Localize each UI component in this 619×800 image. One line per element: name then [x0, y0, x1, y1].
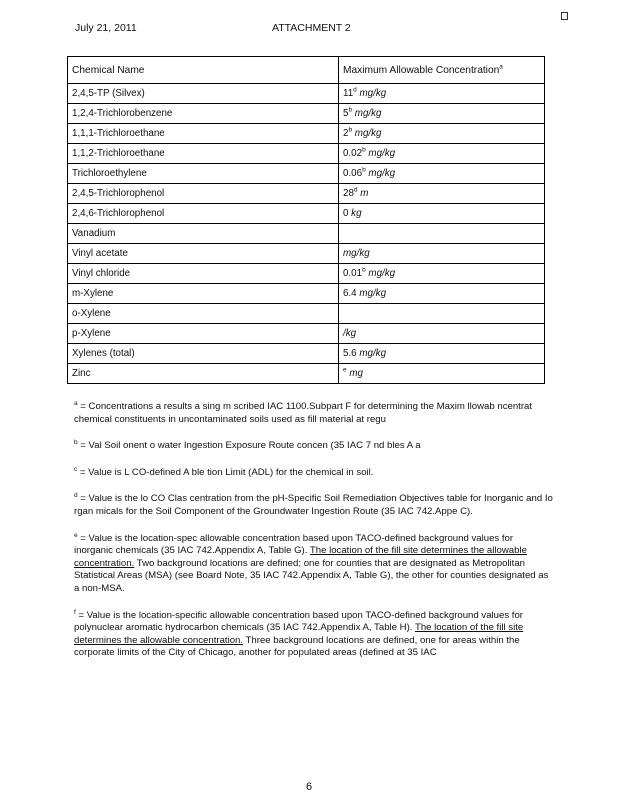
- table-row: [68, 84, 545, 104]
- concentration-value: [339, 164, 545, 184]
- value-unit: mg/kg: [356, 288, 387, 299]
- value-sup: b: [362, 146, 366, 154]
- table-row: [68, 224, 545, 244]
- table-row: [68, 184, 545, 204]
- table-row: [68, 284, 545, 304]
- value-unit: mg/kg: [343, 248, 370, 259]
- value-unit: mg/kg: [365, 268, 396, 279]
- concentration-value: [339, 304, 545, 324]
- table-row: [68, 244, 545, 264]
- footnote-mark: e: [74, 531, 78, 539]
- table-row: [68, 144, 545, 164]
- footnote-underline: The location of the fill site determines the allowable concentration.: [74, 545, 527, 569]
- footnote-text: = Value is L CO-defined A ble tion Limit (ADL) for the chemical in soil.: [77, 466, 374, 478]
- concentration-value: [339, 104, 545, 124]
- value-number: 0.02: [343, 148, 363, 159]
- table-row: [68, 124, 545, 144]
- chemical-name: o-Xylene: [68, 304, 339, 324]
- footnotes: [74, 401, 554, 674]
- value-unit: mg: [346, 368, 363, 379]
- chemical-name: 2,4,6-Trichlorophenol: [68, 204, 339, 224]
- value-unit: kg: [348, 208, 362, 219]
- footnote-c: [74, 467, 554, 480]
- footnote-f: [74, 610, 554, 660]
- table-row: [68, 204, 545, 224]
- footnote-text: = Value is the lo CO Clas centration from the pH-Specific Soil Remediation Objectives table for Inorganic and Io rgan micals for the Soil Component of the Groundwater Ingestion Route (35 IAC 742.Appe C).: [74, 493, 553, 517]
- footnote-b: [74, 440, 554, 453]
- page-number: 6: [306, 781, 313, 793]
- value-sup: b: [348, 106, 353, 114]
- chemical-name: 1,1,1-Trichloroethane: [68, 124, 339, 144]
- value-number: 2: [343, 128, 349, 139]
- footnote-underline: The location of the fill site determines the allowable concentration.: [74, 622, 524, 646]
- col-header-concentration: [339, 57, 545, 84]
- footnote-text-cont: Three background locations are defined, one for areas within the corporate limits of the City of Chicago, another for populated areas (defined at 35 IAC: [74, 634, 520, 659]
- footnote-text: = Val Soil onent o water Ingestion Exposure Route concen (35 IAC 7 nd bles A a: [77, 440, 421, 452]
- value-number: 5.6: [343, 348, 357, 359]
- value-sup: e: [343, 366, 347, 374]
- chemical-name: 1,1,2-Trichloroethane: [68, 144, 339, 164]
- table-row: [68, 164, 545, 184]
- table-row: [68, 304, 545, 324]
- chemical-name: Vinyl acetate: [68, 244, 339, 264]
- value-unit: mg/kg: [356, 348, 387, 359]
- value-sup: d: [353, 86, 357, 94]
- footnote-mark: f: [74, 608, 76, 616]
- chemical-name: 2,4,5-TP (Silvex): [68, 84, 339, 104]
- value-unit: mg/kg: [365, 148, 396, 159]
- value-number: 5: [343, 108, 349, 119]
- chemical-name: Vinyl chloride: [68, 264, 339, 284]
- footnote-mark: a: [74, 399, 78, 407]
- chemical-name: Trichloroethylene: [68, 164, 339, 184]
- concentration-value: [339, 324, 545, 344]
- table-row: [68, 104, 545, 124]
- chemical-name: m-Xylene: [68, 284, 339, 304]
- table-row: [68, 344, 545, 364]
- col-header-concentration-text: Maximum Allowable Concentration: [343, 64, 500, 76]
- value-unit: mg/kg: [352, 108, 382, 119]
- value-unit: /kg: [343, 328, 357, 339]
- footnote-mark: d: [74, 492, 78, 500]
- header-date: July 21, 2011: [75, 22, 137, 34]
- value-sup: b: [362, 166, 366, 174]
- chemical-name: 2,4,5-Trichlorophenol: [68, 184, 339, 204]
- corner-mark: [561, 12, 568, 20]
- table-row: [68, 364, 545, 384]
- chemical-name: 1,2,4-Trichlorobenzene: [68, 104, 339, 124]
- concentration-value: [339, 84, 545, 104]
- value-unit: mg/kg: [365, 168, 396, 179]
- value-number: 0.06: [343, 168, 363, 179]
- value-number: 28: [343, 188, 354, 199]
- table-header-row: [68, 57, 545, 84]
- col-header-sup: a: [499, 63, 503, 71]
- footnote-a: [74, 401, 554, 426]
- value-number: 0: [343, 208, 349, 219]
- footnote-mark: c: [74, 465, 78, 473]
- value-unit: mg/kg: [352, 128, 382, 139]
- value-unit: m: [357, 188, 369, 199]
- concentration-value: [339, 364, 545, 384]
- col-header-chemical: Chemical Name: [68, 57, 339, 84]
- concentration-value: [339, 184, 545, 204]
- chemical-name: Zinc: [68, 364, 339, 384]
- value-number: 0.01: [343, 268, 363, 279]
- concentration-table: [67, 56, 545, 384]
- value-unit: mg/kg: [356, 88, 387, 99]
- footnote-d: [74, 493, 554, 518]
- concentration-value: [339, 144, 545, 164]
- chemical-name: p-Xylene: [68, 324, 339, 344]
- value-number: 6.4: [343, 288, 357, 299]
- concentration-value: [339, 124, 545, 144]
- value-number: 11: [343, 88, 354, 99]
- footnote-text: = Value is the location-specific allowable concentration based upon TACO-defined background values for polynuclear aromatic hydrocarbon chemicals (35 IAC 742.Appendix A, Table H).: [74, 609, 523, 634]
- table-row: [68, 324, 545, 344]
- table-row: [68, 264, 545, 284]
- footnote-text-cont: Two background locations are defined; one for counties that are designated as Metropolitan Statistical Areas (MSA) (see Board Note, 35 IAC 742.Appendix A, Table G), the other for counties designated as a non-MSA.: [74, 557, 549, 594]
- value-sup: b: [348, 126, 353, 134]
- footnote-text: = Concentrations a results a sing m scribed IAC 1100.Subpart F for determining the Maxim llowab ncentrat chemical constituents in uncontaminated soils used as fill material at regu: [74, 401, 533, 425]
- footnote-mark: b: [74, 439, 78, 446]
- value-sup: b: [362, 266, 366, 274]
- chemical-name: Vanadium: [68, 224, 339, 244]
- concentration-value: [339, 284, 545, 304]
- footnote-text: = Value is the location-spec allowable concentration based upon TACO-defined background values for inorganic chemicals (35 IAC 742.Appendix A, Table G).: [74, 532, 514, 557]
- header-attachment: ATTACHMENT 2: [272, 22, 351, 34]
- concentration-value: [339, 204, 545, 224]
- concentration-value: [339, 224, 545, 244]
- concentration-value: [339, 264, 545, 284]
- value-sup: d: [353, 186, 358, 194]
- chemical-name: Xylenes (total): [68, 344, 339, 364]
- concentration-value: [339, 244, 545, 264]
- concentration-value: [339, 344, 545, 364]
- footnote-e: [74, 533, 554, 596]
